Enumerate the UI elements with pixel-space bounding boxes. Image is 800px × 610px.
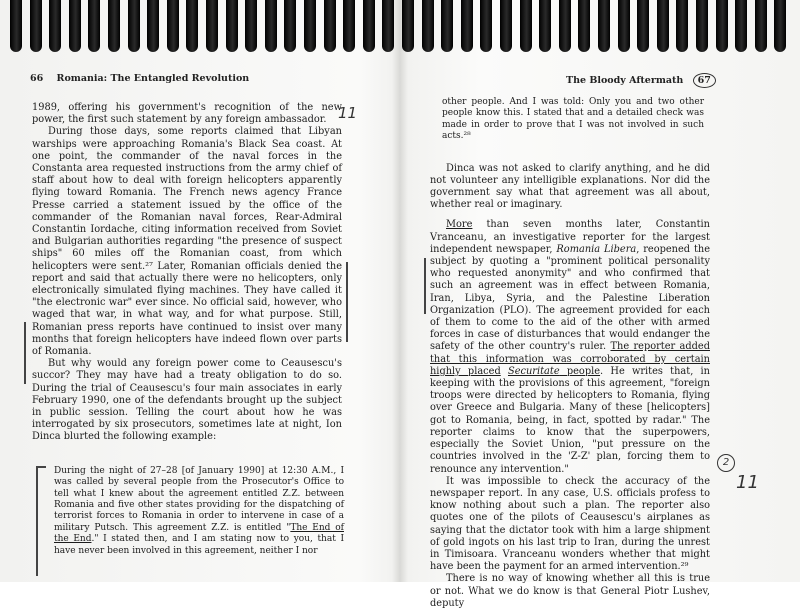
left-page-header	[30, 73, 249, 84]
block-quote	[54, 466, 344, 557]
handwritten-circled-note: 2	[717, 454, 735, 472]
binding-ring	[578, 0, 590, 52]
underlined-text: people	[559, 365, 601, 377]
binding-ring	[108, 0, 120, 52]
binding-ring	[402, 0, 414, 52]
binding-ring	[382, 0, 394, 52]
binding-ring	[774, 0, 786, 52]
binding-ring	[618, 0, 630, 52]
binding-ring	[343, 0, 355, 52]
newspaper-name: Romania Libera	[556, 243, 637, 255]
paragraph-text: than seven months later, Constantin Vranceanu, an investigative reporter for the largest independent newspaper,	[430, 219, 710, 255]
left-running-title: Romania: The Entangled Revolution	[56, 73, 250, 84]
binding-ring	[226, 0, 238, 52]
binding-ring	[422, 0, 434, 52]
binding-ring	[30, 0, 42, 52]
binding-ring	[128, 0, 140, 52]
margin-line-mark	[24, 322, 26, 384]
binding-ring	[500, 0, 512, 52]
binding-ring	[324, 0, 336, 52]
binding-ring	[539, 0, 551, 52]
right-paragraph	[430, 219, 710, 475]
right-running-title: The Bloody Aftermath	[566, 75, 684, 86]
binding-ring	[598, 0, 610, 52]
margin-line-mark	[424, 258, 426, 314]
binding-ring	[284, 0, 296, 52]
right-page-header	[566, 73, 716, 88]
right-paragraph: There is no way of knowing whether all this is true or not. What we do know is that General Piotr Lushev, deputy	[430, 573, 710, 609]
binding-ring	[147, 0, 159, 52]
binding-ring	[735, 0, 747, 52]
binding-ring	[304, 0, 316, 52]
binding-ring	[49, 0, 61, 52]
left-paragraph: During those days, some reports claimed that Libyan warships were approaching Romania's Black Sea coast. At one point, the commander of the naval forces in the Constanta area requested instructions from the army chief of staff about how to deal with foreign helicopters apparently flying toward Romania. The French news agency France Presse carried a statement issued by the office of the commander of the Romanian naval forces, Rear-Admiral Constantin Iordache, citing information received from Soviet and Bulgarian authorities regarding "the presence of suspect ships" 60 miles off the Romanian coast, from which helicopters were sent.²⁷ Later, Romanian officials denied the report and said that actually there were no helicopters, only electronically simulated flying machines. They have called it "the electronic war" ever since. No official said, however, who waged that war, in what way, and for what purpose. Still, Romanian press reports have continued to insist over many months that foreign helicopters have indeed flown over parts of Romania.	[32, 126, 342, 358]
paragraph-text: . He writes that, in keeping with the provisions of this agreement, "foreign troops were directed by helicopters to Romania, flying over Greece and Bulgaria. Many of these [helicopters] got to Romania, being, in fact, spotted by radar." The reporter claims to know that the superpowers, especially the Soviet Union, "put pressure on the countries involved in the 'Z-Z' plan, forcing them to renounce any intervention."	[430, 365, 710, 475]
binding-ring	[520, 0, 532, 52]
right-page-body	[430, 97, 710, 610]
block-quote-continuation: other people. And I was told: Only you and two other people know this. I stated that and a detailed check was made in order to prove that I was not involved in such acts.²⁸	[442, 97, 704, 142]
margin-line-mark	[346, 262, 348, 342]
binding-ring	[245, 0, 257, 52]
binding-ring	[186, 0, 198, 52]
binding-ring	[676, 0, 688, 52]
left-page-body	[32, 102, 342, 557]
underlined-text: More	[446, 219, 473, 231]
binding-ring	[363, 0, 375, 52]
quote-text: ." I stated then, and I am stating now to you, that I have never been involved in this agreement, neither I nor	[54, 534, 344, 556]
binding-ring	[167, 0, 179, 52]
left-paragraph: But why would any foreign power come to Ceausescu's succor? They may have had a treaty obligation to do so. During the trial of Ceausescu's four main associates in early February 1990, one of the defendants brought up the subject in public session. Telling the court about how he was interrogated by six prosecutors, sometimes late at night, Ion Dinca blurted the following example:	[32, 358, 342, 443]
binding-ring	[559, 0, 571, 52]
right-paragraph: It was impossible to check the accuracy of the newspaper report. In any case, U.S. officials profess to know nothing about such a plan. The reporter also quotes one of the pilots of Ceausescu's airplanes as saying that the dictator took with him a large shipment of gold ingots on his last trip to Iran, during the unrest in Timisoara. Vranceanu wonders whether that might have been the payment for an armed intervention.²⁹	[430, 475, 710, 573]
binding-ring	[696, 0, 708, 52]
binding-ring	[657, 0, 669, 52]
margin-bracket-mark	[36, 466, 38, 576]
right-page-number: 67	[693, 73, 716, 88]
binding-ring	[716, 0, 728, 52]
binding-ring	[206, 0, 218, 52]
spiral-binding	[10, 0, 790, 58]
binding-ring	[10, 0, 22, 52]
binding-ring	[755, 0, 767, 52]
margin-bracket-mark	[36, 466, 46, 468]
left-page-number: 66	[30, 73, 44, 84]
quote-text: During the night of 27–28 [of January 1990] at 12:30 A.M., I was called by several people from the Prosecutor's Office to tell what I knew about the agreement entitled Z.Z. between Romania and five other states providing for the dispatching of terrorist forces to Romania in order to intervene in case of a military Putsch. This agreement Z.Z. is entitled "	[54, 465, 344, 533]
paragraph-text: , reopened the subject by quoting a "prominent political personality who requested anonymity" and who confirmed that such an agreement was in effect between Romania, Iran, Libya, Syria, and the Palestine Liberation Organization (PLO). The agreement provided for each of them to come to the aid of the other with armed forces in case of disturbances that would endanger the safety of the other country's ruler.	[430, 243, 710, 353]
binding-ring	[480, 0, 492, 52]
binding-ring	[265, 0, 277, 52]
binding-ring	[637, 0, 649, 52]
underlined-text: The reporter added that this information was corroborated by certain highly placed	[430, 341, 710, 377]
binding-ring	[461, 0, 473, 52]
binding-ring	[88, 0, 100, 52]
handwritten-note: 11	[736, 472, 759, 493]
left-paragraph: 1989, offering his government's recognition of the new power, the first such statement by any foreign ambassador.	[32, 102, 342, 126]
underlined-term: Securitate	[507, 365, 560, 377]
handwritten-note: 11	[338, 104, 358, 122]
right-paragraph: Dinca was not asked to clarify anything, and he did not volunteer any intelligible explanations. Nor did the government say what that agreement was all about, whether real or imaginary.	[430, 162, 710, 211]
quote-underlined-title: The End of the End	[54, 522, 344, 545]
binding-ring	[441, 0, 453, 52]
binding-ring	[69, 0, 81, 52]
